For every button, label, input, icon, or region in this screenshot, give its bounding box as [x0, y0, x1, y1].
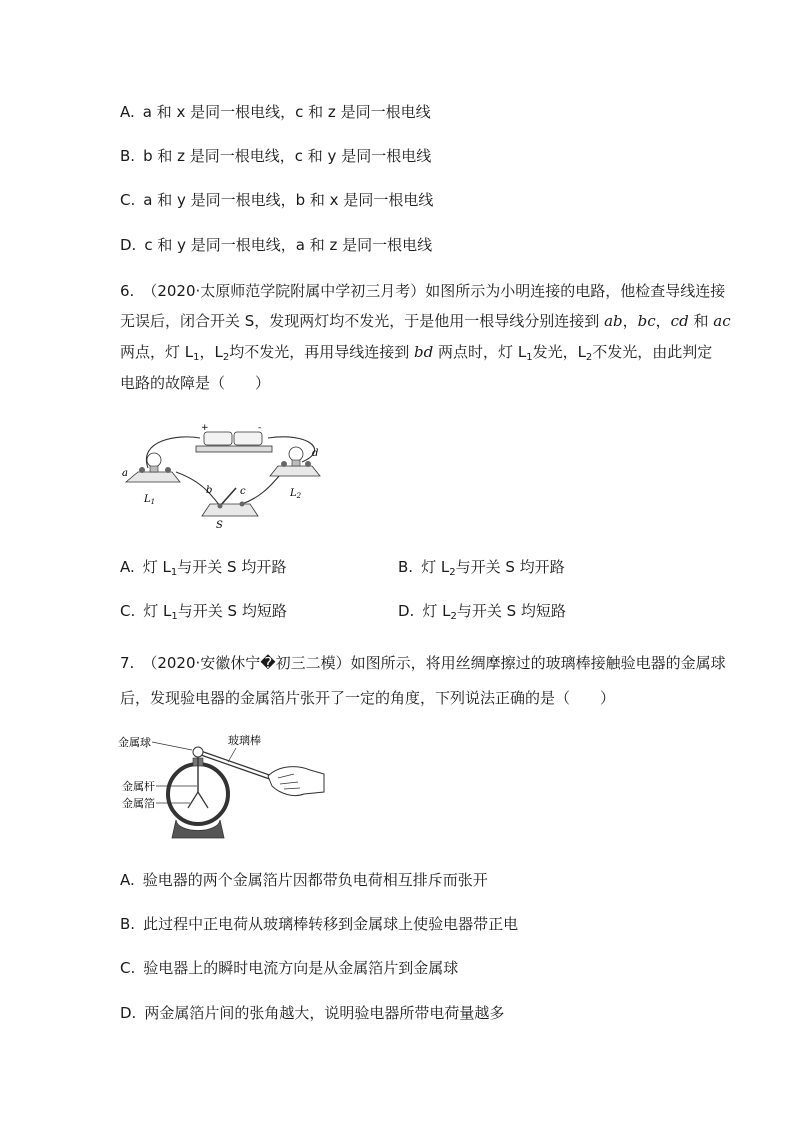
terminal	[281, 461, 287, 467]
battery-base	[196, 446, 272, 452]
q6-stem-line4	[120, 373, 270, 393]
comma: ，	[655, 312, 671, 330]
switch-blade	[220, 488, 236, 506]
q7-option-c	[120, 958, 458, 978]
q7-option-d	[120, 1003, 504, 1023]
q7-option-a	[120, 870, 488, 890]
option-label: D.	[120, 236, 137, 254]
option-label: C.	[120, 959, 136, 977]
terminal	[139, 467, 145, 473]
label-glass-rod: 玻璃棒	[228, 734, 261, 747]
option-text: 灯 L	[421, 558, 450, 576]
option-text: c 和 y 是同一根电线，a 和 z 是同一根电线	[144, 236, 433, 254]
subscript: 2	[585, 352, 593, 363]
option-label: A.	[120, 558, 135, 576]
subscript: 1	[193, 352, 200, 363]
option-text: 灯 L	[142, 558, 171, 576]
q7-stem-line1	[120, 653, 726, 673]
stem-text: 如图所示为小明连接的电路，他检查导线连接	[425, 282, 726, 300]
stem-text: 后，发现验电器的金属箔片张开了一定的角度，下列说法正确的是（ ）	[120, 689, 616, 707]
q5-option-b	[120, 146, 431, 166]
stem-text: 两点，灯 L	[120, 343, 194, 361]
option-text: 与开关 S 均开路	[455, 558, 565, 576]
switch-base	[202, 504, 258, 516]
subscript: 1	[171, 611, 178, 622]
label-l2-sub: 2	[296, 492, 302, 500]
stem-text: 不发光，由此判定	[592, 343, 713, 361]
option-label: D.	[120, 1004, 137, 1022]
lamp-base	[126, 472, 180, 482]
label-l1-sub: 1	[150, 498, 156, 506]
label-l2-letter: L	[290, 488, 297, 499]
option-text: b 和 z 是同一根电线，c 和 y 是同一根电线	[143, 147, 432, 165]
q6-stem-line1	[120, 281, 725, 301]
bulb-socket	[150, 466, 158, 472]
terminal	[305, 461, 311, 467]
option-label: A.	[120, 103, 135, 121]
option-label: B.	[120, 147, 136, 165]
terminal	[240, 502, 245, 507]
plus-label: +	[201, 423, 209, 433]
option-text: a 和 x 是同一根电线，c 和 z 是同一根电线	[142, 103, 431, 121]
option-text: a 和 y 是同一根电线，b 和 x 是同一根电线	[143, 191, 434, 209]
bulb-icon	[147, 453, 161, 467]
stem-text: 发光，L	[532, 343, 586, 361]
bulb-socket	[292, 460, 300, 466]
question-number: 6.	[120, 282, 135, 300]
point-pair: cd	[670, 312, 689, 330]
q7-option-b	[120, 914, 518, 934]
q6-option-c	[120, 601, 287, 621]
option-text: 与开关 S 均短路	[177, 602, 287, 620]
point-pair: bc	[637, 312, 656, 330]
label-l1	[143, 494, 155, 506]
label-c: c	[240, 486, 246, 497]
conjunction: 和	[693, 312, 709, 330]
hand-icon	[268, 767, 324, 796]
subscript: 1	[170, 567, 178, 578]
q6-option-a	[120, 557, 286, 577]
wire	[176, 472, 220, 506]
label-l1-letter: L	[144, 494, 151, 505]
battery-cell	[204, 432, 232, 445]
stem-text: （2020·安徽休宁�初三二模）如图所示，将用丝绸摩擦过的玻璃棒接触验电器的金属球	[142, 654, 726, 672]
subscript: 2	[450, 611, 457, 622]
bulb-icon	[289, 447, 303, 461]
q6-stem-line3	[120, 342, 712, 362]
option-text: 两金属箔片间的张角越大，说明验电器所带电荷量越多	[144, 1004, 505, 1022]
option-label: A.	[120, 871, 135, 889]
battery-cell	[234, 432, 262, 445]
q6-option-d	[398, 601, 566, 621]
terminal	[165, 467, 171, 473]
point-pair: ac	[713, 312, 731, 330]
point-pair: bd	[414, 343, 434, 361]
comma: ，	[622, 312, 638, 330]
q6-stem-line2	[120, 311, 731, 331]
label-b: b	[206, 485, 213, 496]
option-text: 与开关 S 均开路	[177, 558, 287, 576]
stem-text: 两点时，灯 L	[438, 343, 527, 361]
q6-option-b	[398, 557, 565, 577]
option-label: B.	[120, 915, 136, 933]
circuit-figure	[118, 420, 330, 530]
label-s: S	[216, 520, 223, 530]
terminal	[218, 504, 223, 509]
label-metal-foil: 金属箔	[122, 797, 155, 810]
point-pair: ab	[604, 312, 623, 330]
label-a: a	[122, 468, 128, 479]
stem-text: 电路的故障是（ ）	[120, 374, 271, 392]
leader-line	[152, 742, 192, 750]
stem-text: 均不发光，再用导线连接到	[229, 343, 410, 361]
label-d: d	[312, 448, 319, 459]
option-text: 此过程中正电荷从玻璃棒转移到金属球上使验电器带正电	[143, 915, 519, 933]
question-source: （2020·太原师范学院附属中学初三月考）	[142, 282, 426, 300]
stem-text: 无误后，闭合开关 S，发现两灯均不发光，于是他用一根导线分别连接到	[120, 312, 600, 330]
leader-line	[228, 748, 236, 762]
subscript: 2	[222, 352, 230, 363]
q7-stem-line2	[120, 688, 615, 708]
q5-option-d	[120, 235, 432, 255]
electroscope-figure	[118, 728, 333, 843]
q5-option-c	[120, 190, 433, 210]
option-label: D.	[398, 602, 415, 620]
lamp-base	[270, 466, 320, 476]
metal-ball	[193, 747, 203, 757]
option-text: 验电器上的瞬时电流方向是从金属箔片到金属球	[143, 959, 459, 977]
minus-label: -	[258, 423, 262, 433]
subscript: 2	[449, 567, 456, 578]
option-text: 灯 L	[422, 602, 451, 620]
label-metal-stem: 金属杆	[122, 780, 155, 793]
option-label: C.	[120, 191, 136, 209]
label-l2	[289, 488, 302, 500]
q5-option-a	[120, 102, 431, 122]
option-text: 与开关 S 均短路	[456, 602, 566, 620]
option-label: C.	[120, 602, 136, 620]
label-metal-ball: 金属球	[118, 736, 151, 749]
option-label: B.	[398, 558, 414, 576]
option-text: 验电器的两个金属箔片因都带负电荷相互排斥而张开	[142, 871, 488, 889]
option-text: 灯 L	[143, 602, 172, 620]
question-number: 7.	[120, 654, 135, 672]
stem-text: ，L	[199, 343, 223, 361]
subscript: 1	[526, 352, 533, 363]
